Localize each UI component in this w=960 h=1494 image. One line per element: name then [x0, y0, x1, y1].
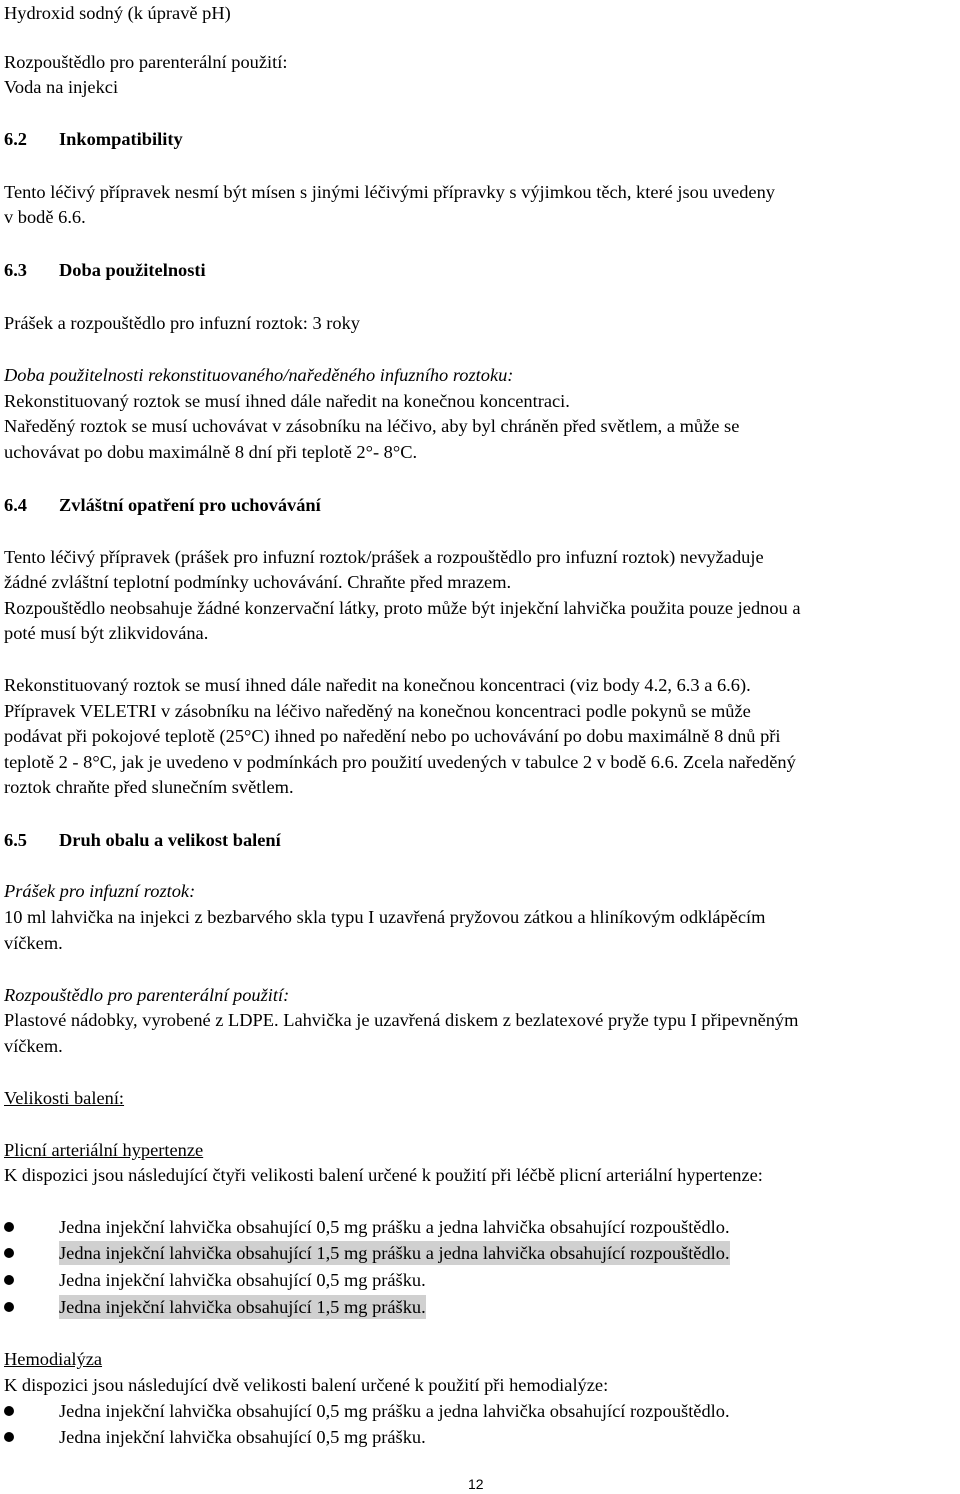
- list-item-text: Jedna injekční lahvička obsahující 0,5 mg prášku a jedna lahvička obsahující rozpouštědlo.: [59, 1401, 730, 1421]
- subheading-solvent: Rozpouštědlo pro parenterální použití:: [4, 52, 288, 72]
- text-line: Prášek a rozpouštědlo pro infuzní roztok: 3 roky: [4, 313, 360, 333]
- text-line: poté musí být zlikvidována.: [4, 623, 209, 643]
- list-item-text: Jedna injekční lahvička obsahující 0,5 mg prášku a jedna lahvička obsahující rozpouštědlo.: [59, 1217, 730, 1237]
- section-heading-6-5: [4, 828, 281, 852]
- bullet-icon: [4, 1406, 14, 1416]
- section-number: 6.5: [4, 830, 27, 850]
- section-number: 6.3: [4, 260, 27, 280]
- hemodialysis-heading: Hemodialýza: [4, 1349, 103, 1369]
- section-heading-6-3: [4, 258, 206, 282]
- text-line: Rekonstituovaný roztok se musí ihned dále naředit na konečnou koncentraci (viz body 4.2, 6.3 a 6.6).: [4, 675, 751, 695]
- section-heading-6-2: [4, 127, 183, 151]
- section-title: Druh obalu a velikost balení: [59, 830, 281, 850]
- text-line: Tento léčivý přípravek nesmí být mísen s jinými léčivými přípravky s výjimkou těch, které jsou uvedeny: [4, 182, 775, 202]
- section-heading-6-4: [4, 493, 321, 517]
- page-number: 12: [468, 1476, 484, 1492]
- text-line: Přípravek VELETRI v zásobníku na léčivo naředěný na konečnou koncentraci podle pokynů se může: [4, 701, 751, 721]
- text-line: Naředěný roztok se musí uchovávat v zásobníku na léčivo, aby byl chráněn před světlem, a může se: [4, 416, 740, 436]
- list-item-text: Jedna injekční lahvička obsahující 1,5 mg prášku.: [59, 1297, 426, 1317]
- text-line: K dispozici jsou následující dvě velikosti balení určené k použití při hemodialýze:: [4, 1375, 609, 1395]
- text-line: Voda na injekci: [4, 77, 119, 97]
- italic-subheading: Rozpouštědlo pro parenterální použití:: [4, 985, 290, 1005]
- text-line: teplotě 2 - 8°C, jak je uvedeno v podmínkách pro použití uvedených v tabulce 2 v bodě 6.6. Zcela naředěný: [4, 752, 796, 772]
- text-line: víčkem.: [4, 933, 63, 953]
- bullet-icon: [4, 1302, 14, 1312]
- bullet-icon: [4, 1222, 14, 1232]
- italic-subheading: Prášek pro infuzní roztok:: [4, 881, 196, 901]
- section-number: 6.4: [4, 495, 27, 515]
- list-item-text: Jedna injekční lahvička obsahující 0,5 mg prášku.: [59, 1270, 426, 1290]
- text-line: roztok chraňte před slunečním světlem.: [4, 777, 294, 797]
- bullet-icon: [4, 1432, 14, 1442]
- section-title: Inkompatibility: [59, 129, 183, 149]
- text-line: v bodě 6.6.: [4, 207, 86, 227]
- list-item-text: Jedna injekční lahvička obsahující 1,5 mg prášku a jedna lahvička obsahující rozpouštědlo.: [59, 1243, 730, 1263]
- pack-sizes-heading: Velikosti balení:: [4, 1088, 125, 1108]
- text-line: podávat při pokojové teplotě (25°C) ihned po naředění nebo po uchovávání po dobu maximálně 8 dnů při: [4, 726, 781, 746]
- text-line: Plastové nádobky, vyrobené z LDPE. Lahvička je uzavřená diskem z bezlatexové pryže typu I připevněným: [4, 1010, 799, 1030]
- pah-heading: Plicní arteriální hypertenze: [4, 1140, 204, 1160]
- text-line: Tento léčivý přípravek (prášek pro infuzní roztok/prášek a rozpouštědlo pro infuzní roztok) nevyžaduje: [4, 547, 764, 567]
- text-line: žádné zvláštní teplotní podmínky uchovávání. Chraňte před mrazem.: [4, 572, 512, 592]
- bullet-icon: [4, 1275, 14, 1285]
- section-title: Zvláštní opatření pro uchovávání: [59, 495, 321, 515]
- text-line: Hydroxid sodný (k úpravě pH): [4, 3, 231, 23]
- text-line: Rozpouštědlo neobsahuje žádné konzervační látky, proto může být injekční lahvička použita pouze jednou a: [4, 598, 801, 618]
- text-line: Rekonstituovaný roztok se musí ihned dále naředit na konečnou koncentraci.: [4, 391, 570, 411]
- text-line: K dispozici jsou následující čtyři velikosti balení určené k použití při léčbě plicní arteriální hypertenze:: [4, 1165, 763, 1185]
- text-line: víčkem.: [4, 1036, 63, 1056]
- section-title: Doba použitelnosti: [59, 260, 206, 280]
- text-line: uchovávat po dobu maximálně 8 dní při teplotě 2°- 8°C.: [4, 442, 418, 462]
- section-number: 6.2: [4, 129, 27, 149]
- bullet-icon: [4, 1248, 14, 1258]
- italic-subheading: Doba použitelnosti rekonstituovaného/naředěného infuzního roztoku:: [4, 365, 514, 385]
- list-item-text: Jedna injekční lahvička obsahující 0,5 mg prášku.: [59, 1427, 426, 1447]
- text-line: 10 ml lahvička na injekci z bezbarvého skla typu I uzavřená pryžovou zátkou a hliníkovým odklápěcím: [4, 907, 766, 927]
